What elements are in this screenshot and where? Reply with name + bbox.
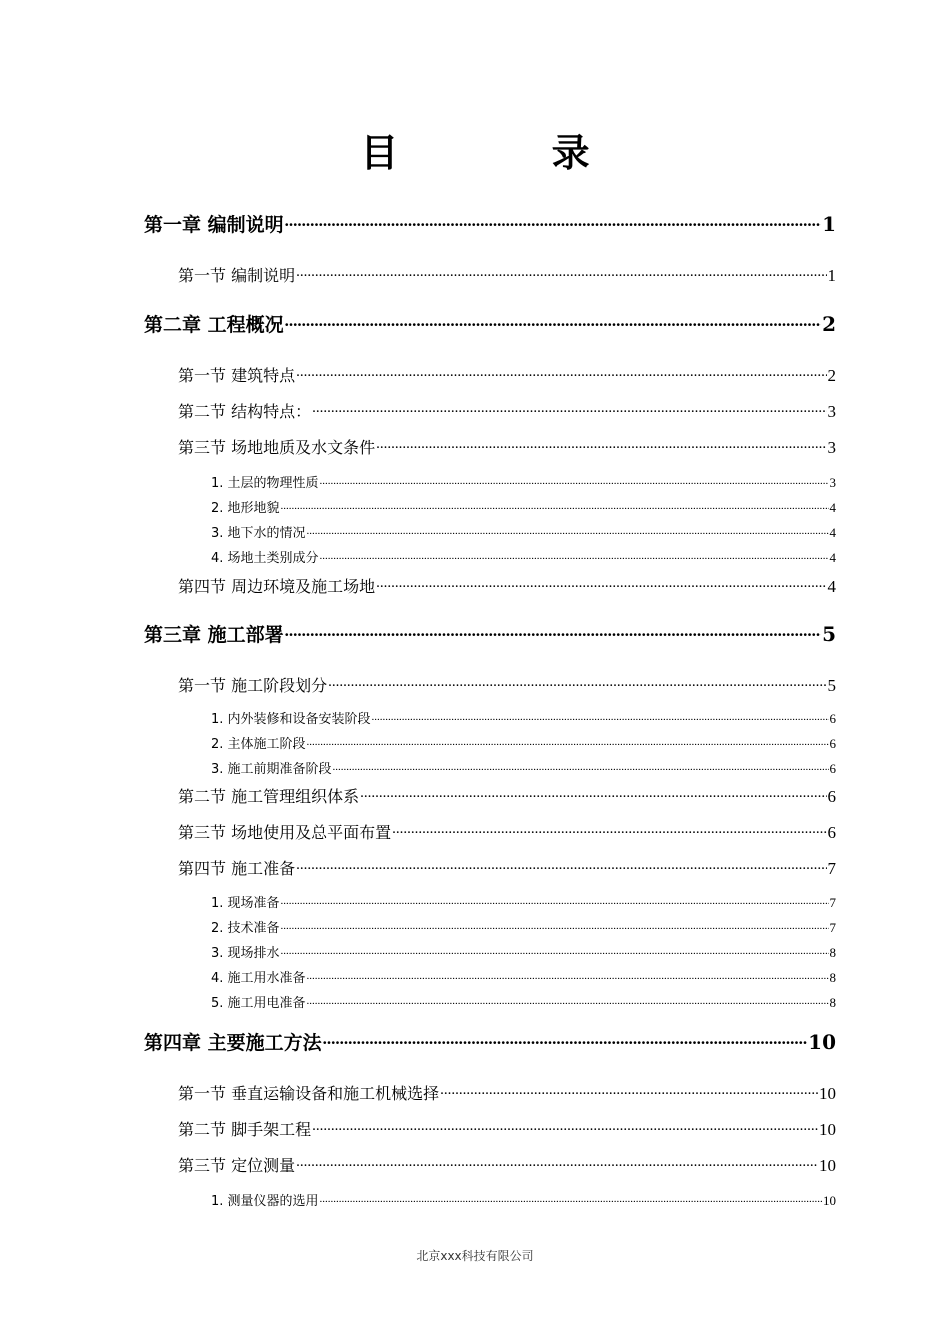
toc-dot-leader <box>376 572 826 592</box>
toc-entry-label: 4. 施工用水准备 <box>211 971 306 986</box>
toc-dot-leader <box>307 968 829 982</box>
toc-entry-label: 3. 施工前期准备阶段 <box>211 762 332 777</box>
toc-section-entry[interactable] <box>178 1151 836 1176</box>
toc-page-number: 7 <box>829 920 836 935</box>
toc-dot-leader <box>296 854 826 874</box>
toc-dot-leader <box>333 759 829 773</box>
toc-entry-label: 3. 现场排水 <box>211 946 280 961</box>
toc-page-number: 3 <box>827 401 836 421</box>
toc-section-entry[interactable] <box>178 361 836 386</box>
toc-subsection-entry[interactable] <box>211 733 836 752</box>
toc-entry-label: 2. 主体施工阶段 <box>211 737 306 752</box>
toc-page-number: 3 <box>827 437 836 457</box>
toc-page-number: 8 <box>829 995 836 1010</box>
toc-entry-label: 第三节 定位测量 <box>178 1155 296 1175</box>
toc-entry-label: 5. 施工用电准备 <box>211 996 306 1011</box>
toc-entry-label: 第三节 场地地质及水文条件 <box>178 437 376 457</box>
toc-page-number: 1 <box>827 265 836 285</box>
toc-section-entry[interactable] <box>178 1115 836 1140</box>
toc-page-number: 10 <box>808 1030 836 1055</box>
toc-dot-leader <box>320 1191 822 1205</box>
toc-dot-leader <box>296 1151 818 1171</box>
toc-dot-leader <box>372 709 829 723</box>
toc-entry-label: 2. 地形地貌 <box>211 501 280 516</box>
toc-subsection-entry[interactable] <box>211 942 836 961</box>
toc-page-number: 7 <box>827 858 836 878</box>
toc-dot-leader <box>392 818 826 838</box>
toc-page-number: 4 <box>829 500 836 515</box>
toc-dot-leader <box>376 433 826 453</box>
toc-subsection-entry[interactable] <box>211 708 836 727</box>
toc-dot-leader <box>285 309 821 331</box>
toc-entry-label: 第一节 施工阶段划分 <box>178 675 328 695</box>
toc-dot-leader <box>281 918 829 932</box>
toc-subsection-entry[interactable] <box>211 1190 836 1209</box>
toc-dot-leader <box>312 1115 818 1135</box>
toc-page-number: 4 <box>827 576 836 596</box>
toc-page-number: 5 <box>822 622 836 647</box>
toc-entry-label: 2. 技术准备 <box>211 921 280 936</box>
toc-entry-label: 第三章 施工部署 <box>144 624 284 647</box>
toc-subsection-entry[interactable] <box>211 917 836 936</box>
toc-entry-label: 第二章 工程概况 <box>144 314 284 337</box>
toc-entry-label: 第三节 场地使用及总平面布置 <box>178 822 392 842</box>
toc-page-number: 3 <box>829 475 836 490</box>
toc-page-number: 1 <box>822 212 836 237</box>
toc-page-number: 7 <box>829 895 836 910</box>
toc-entry-label: 第一节 垂直运输设备和施工机械选择 <box>178 1083 440 1103</box>
toc-page-number: 4 <box>829 550 836 565</box>
toc-dot-leader <box>285 209 821 231</box>
toc-page-number: 10 <box>819 1119 836 1139</box>
toc-subsection-entry[interactable] <box>211 472 836 491</box>
toc-chapter-entry[interactable] <box>144 309 836 337</box>
toc-section-entry[interactable] <box>178 572 836 597</box>
toc-entry-label: 4. 场地土类别成分 <box>211 551 319 566</box>
toc-entry-label: 1. 现场准备 <box>211 896 280 911</box>
toc-dot-leader <box>328 671 826 691</box>
toc-subsection-entry[interactable] <box>211 892 836 911</box>
toc-page-number: 6 <box>829 711 836 726</box>
toc-dot-leader <box>312 397 826 417</box>
toc-dot-leader <box>307 734 829 748</box>
toc-subsection-entry[interactable] <box>211 967 836 986</box>
toc-dot-leader <box>440 1079 818 1099</box>
toc-entry-label: 第四节 周边环境及施工场地 <box>178 576 376 596</box>
toc-dot-leader <box>281 943 829 957</box>
toc-dot-leader <box>296 261 826 281</box>
toc-entry-label: 第一节 编制说明 <box>178 265 296 285</box>
toc-entry-label: 第一章 编制说明 <box>144 214 284 237</box>
toc-entry-label: 第二节 脚手架工程 <box>178 1119 312 1139</box>
toc-page-number: 6 <box>827 822 836 842</box>
toc-section-entry[interactable] <box>178 397 836 422</box>
toc-dot-leader <box>281 893 829 907</box>
toc-dot-leader <box>296 361 826 381</box>
toc-dot-leader <box>323 1027 808 1049</box>
toc-page-number: 4 <box>829 525 836 540</box>
toc-dot-leader <box>285 619 821 641</box>
toc-page-number: 6 <box>829 736 836 751</box>
toc-dot-leader <box>281 498 829 512</box>
toc-page-number: 6 <box>827 786 836 806</box>
toc-entry-label: 第一节 建筑特点 <box>178 365 296 385</box>
toc-chapter-entry[interactable] <box>144 1027 836 1055</box>
toc-section-entry[interactable] <box>178 261 836 286</box>
toc-page-number: 2 <box>827 365 836 385</box>
toc-page-number: 6 <box>829 761 836 776</box>
toc-chapter-entry[interactable] <box>144 619 836 647</box>
toc-page-number: 10 <box>819 1083 836 1103</box>
toc-section-entry[interactable] <box>178 818 836 843</box>
toc-entry-label: 1. 测量仪器的选用 <box>211 1194 319 1209</box>
toc-subsection-entry[interactable] <box>211 992 836 1011</box>
toc-dot-leader <box>307 993 829 1007</box>
toc-page-number: 5 <box>827 675 836 695</box>
toc-page-number: 8 <box>829 970 836 985</box>
toc-entry-label: 第二节 施工管理组织体系 <box>178 786 360 806</box>
toc-dot-leader <box>320 473 829 487</box>
toc-dot-leader <box>307 523 829 537</box>
toc-chapter-entry[interactable] <box>144 209 836 237</box>
toc-subsection-entry[interactable] <box>211 497 836 516</box>
toc-dot-leader <box>320 548 829 562</box>
page-footer: 北京xxx科技有限公司 <box>416 1249 534 1263</box>
toc-entry-label: 3. 地下水的情况 <box>211 526 306 541</box>
page-title: 目 录 <box>360 131 660 175</box>
toc-subsection-entry[interactable] <box>211 547 836 566</box>
toc-page-number: 10 <box>819 1155 836 1175</box>
toc-dot-leader <box>360 782 826 802</box>
toc-page-number: 2 <box>822 312 836 337</box>
toc-page-number: 8 <box>829 945 836 960</box>
toc-section-entry[interactable] <box>178 671 836 696</box>
toc-entry-label: 第二节 结构特点： <box>178 401 312 421</box>
toc-section-entry[interactable] <box>178 433 836 458</box>
toc-section-entry[interactable] <box>178 1079 836 1104</box>
toc-page-number: 10 <box>823 1193 836 1208</box>
toc-entry-label: 第四节 施工准备 <box>178 858 296 878</box>
toc-subsection-entry[interactable] <box>211 758 836 777</box>
toc-section-entry[interactable] <box>178 782 836 807</box>
toc-subsection-entry[interactable] <box>211 522 836 541</box>
toc-section-entry[interactable] <box>178 854 836 879</box>
toc-entry-label: 1. 土层的物理性质 <box>211 476 319 491</box>
toc-entry-label: 1. 内外装修和设备安装阶段 <box>211 712 371 727</box>
toc-entry-label: 第四章 主要施工方法 <box>144 1032 322 1055</box>
